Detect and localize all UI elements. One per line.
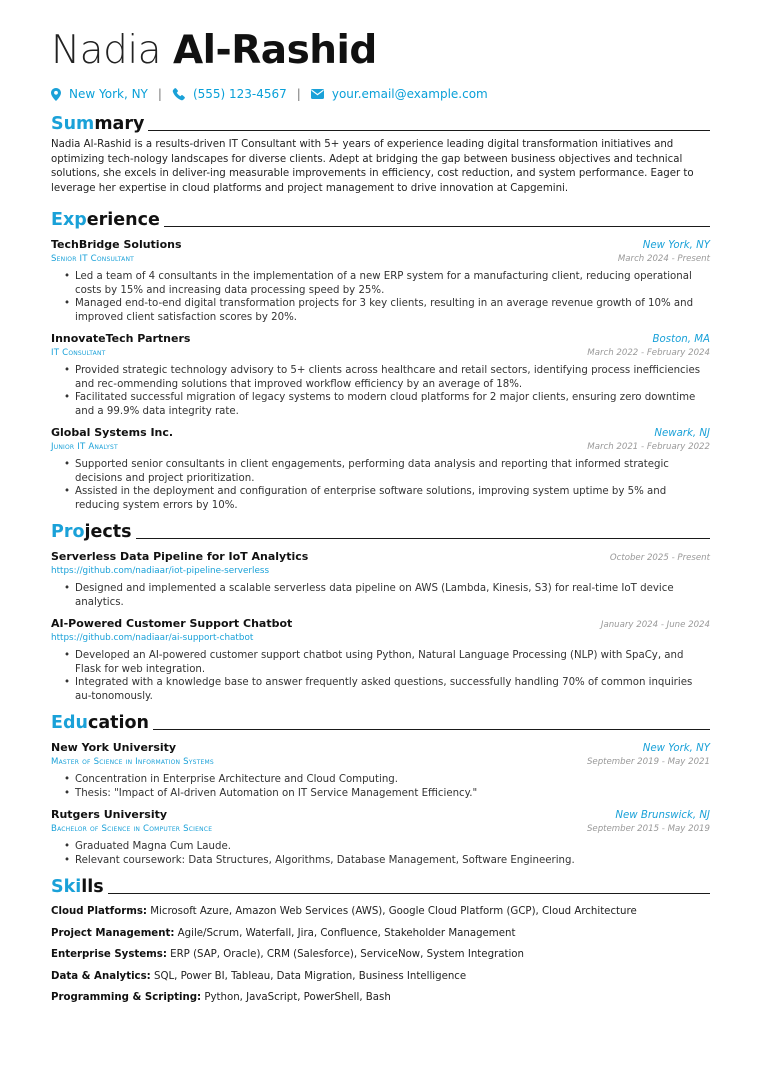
bullet-item: • Designed and implemented a scalable serverless data pipeline on AWS (Lambda, Kinesis, S3) for real-time IoT device analytics. xyxy=(64,582,710,609)
bullet-list xyxy=(51,649,710,703)
skill-values: SQL, Power BI, Tableau, Data Migration, Business Intelligence xyxy=(154,970,467,982)
school-location: New York, NY xyxy=(642,743,710,754)
first-name: Nadia xyxy=(51,28,162,73)
degree-name: Master of Science in Information Systems xyxy=(51,757,214,767)
section-rule xyxy=(164,226,710,227)
bullet-item: • Developed an AI-powered customer support chatbot using Python, Natural Language Processing (NLP) with SpaCy, and Flask for web integration. xyxy=(64,649,710,676)
job-title: IT Consultant xyxy=(51,348,106,358)
bullet-list xyxy=(51,270,710,324)
project-entry xyxy=(51,549,710,609)
bullet-list xyxy=(51,582,710,609)
bullet-list xyxy=(51,840,710,867)
bullet-item: • Facilitated successful migration of legacy systems to modern cloud platforms for 2 major clients, ensuring zero downtime and a 99.9% data integrity rate. xyxy=(64,391,710,418)
job-dates: March 2024 - Present xyxy=(617,254,710,264)
skills-heading xyxy=(51,875,710,897)
degree-name: Bachelor of Science in Computer Science xyxy=(51,824,213,834)
envelope-icon xyxy=(311,89,324,99)
section-title: Education xyxy=(51,713,149,733)
job-dates: March 2022 - February 2024 xyxy=(587,348,710,358)
experience-heading xyxy=(51,208,710,230)
skill-category: Enterprise Systems: xyxy=(51,949,167,960)
phone-text: (555) 123-4567 xyxy=(192,87,287,101)
candidate-name xyxy=(51,28,710,74)
email-link[interactable]: your.email@example.com xyxy=(331,87,488,101)
contact-phone xyxy=(172,87,287,101)
section-title: Summary xyxy=(51,114,145,134)
skill-values: Microsoft Azure, Amazon Web Services (AWS), Google Cloud Platform (GCP), Cloud Architecture xyxy=(150,906,637,917)
skill-values: Agile/Scrum, Waterfall, Jira, Confluence, Stakeholder Management xyxy=(177,927,516,939)
summary-heading xyxy=(51,112,710,134)
bullet-item: • Assisted in the deployment and configuration of enterprise software solutions, improving system uptime by 5% and reducing system errors by 10%. xyxy=(64,485,710,512)
experience-entry xyxy=(51,331,710,418)
section-rule xyxy=(108,893,710,894)
contact-separator: | xyxy=(157,87,162,101)
company-name: Global Systems Inc. xyxy=(51,426,174,439)
skill-row xyxy=(51,987,710,1009)
job-location: Boston, MA xyxy=(652,334,710,345)
bullet-list xyxy=(51,364,710,418)
last-name: Al-Rashid xyxy=(172,28,377,73)
contact-email[interactable] xyxy=(311,87,488,101)
projects-heading xyxy=(51,520,710,542)
job-title: Junior IT Analyst xyxy=(51,442,118,452)
job-location: New York, NY xyxy=(642,240,710,251)
bullet-item: • Concentration in Enterprise Architecture and Cloud Computing. xyxy=(64,773,710,787)
summary-text: Nadia Al-Rashid is a results-driven IT Consultant with 5+ years of experience leading digital transformation initiatives and optimizing tech-nology landscapes for diverse clients. Adept at bridging the gap between business objectives and technical solutions, she excels in deliver-ing measurable improvements in efficiency, cost reduction, and system performance. Eager to leverage her expertise in cloud platforms and project management to drive innovation at Capgemini. xyxy=(51,139,694,194)
section-rule xyxy=(148,130,710,131)
skill-values: ERP (SAP, Oracle), CRM (Salesforce), ServiceNow, System Integration xyxy=(170,949,524,960)
school-location: New Brunswick, NJ xyxy=(615,810,710,821)
skill-row xyxy=(51,944,710,966)
company-name: InnovateTech Partners xyxy=(51,332,191,345)
phone-icon xyxy=(172,88,185,101)
project-title: AI-Powered Customer Support Chatbot xyxy=(51,617,293,630)
experience-entry xyxy=(51,237,710,324)
company-name: TechBridge Solutions xyxy=(51,238,182,251)
skill-row xyxy=(51,923,710,945)
job-title: Senior IT Consultant xyxy=(51,254,135,264)
section-rule xyxy=(153,729,710,730)
experience-entry xyxy=(51,425,710,512)
contact-location xyxy=(51,87,148,101)
project-title: Serverless Data Pipeline for IoT Analytics xyxy=(51,550,309,563)
section-title: Skills xyxy=(51,877,104,897)
project-dates: October 2025 - Present xyxy=(609,553,710,563)
education-heading xyxy=(51,711,710,733)
bullet-item: • Integrated with a knowledge base to answer frequently asked questions, successfully handling 70% of common inquiries au-tonomously. xyxy=(64,676,710,703)
skill-category: Data & Analytics: xyxy=(51,970,151,982)
project-dates: January 2024 - June 2024 xyxy=(600,620,710,630)
bullet-item: • Led a team of 4 consultants in the implementation of a new ERP system for a manufacturing client, reducing operational costs by 15% and increasing data processing speed by 25%. xyxy=(64,270,710,297)
section-title: Experience xyxy=(51,210,160,230)
map-pin-icon xyxy=(51,88,61,101)
bullet-list xyxy=(51,773,710,800)
bullet-item: • Managed end-to-end digital transformation projects for 3 key clients, resulting in an average revenue growth of 10% and improved client satisfaction scores by 20%. xyxy=(64,297,710,324)
bullet-item: • Relevant coursework: Data Structures, Algorithms, Database Management, Software Engineering. xyxy=(64,854,710,868)
school-name: Rutgers University xyxy=(51,808,168,821)
skill-values: Python, JavaScript, PowerShell, Bash xyxy=(204,992,391,1003)
job-location: Newark, NJ xyxy=(654,428,710,439)
education-entry xyxy=(51,740,710,800)
skill-category: Programming & Scripting: xyxy=(51,992,202,1003)
project-entry xyxy=(51,616,710,703)
project-link[interactable]: https://github.com/nadiaar/ai-support-chatbot xyxy=(51,633,254,643)
education-dates: September 2019 - May 2021 xyxy=(586,757,710,767)
skill-row xyxy=(51,901,710,923)
skill-category: Project Management: xyxy=(51,927,175,939)
bullet-list xyxy=(51,458,710,512)
section-rule xyxy=(136,538,710,539)
location-text: New York, NY xyxy=(69,87,148,101)
skill-row xyxy=(51,966,710,988)
school-name: New York University xyxy=(51,741,177,754)
skill-category: Cloud Platforms: xyxy=(51,906,147,917)
contact-separator: | xyxy=(296,87,301,101)
skills-list xyxy=(51,901,710,1009)
education-entry xyxy=(51,807,710,867)
bullet-item: • Thesis: "Impact of AI-driven Automation on IT Service Management Efficiency." xyxy=(64,787,710,801)
bullet-item: • Supported senior consultants in client engagements, performing data analysis and reporting that informed strategic decisions and project prioritization. xyxy=(64,458,710,485)
project-link[interactable]: https://github.com/nadiaar/iot-pipeline-serverless xyxy=(51,566,270,576)
bullet-item: • Provided strategic technology advisory to 5+ clients across healthcare and retail sectors, identifying process inefficiencies and rec-ommending solutions that improved workflow efficiency by an average of 18%. xyxy=(64,364,710,391)
bullet-item: • Graduated Magna Cum Laude. xyxy=(64,840,710,854)
job-dates: March 2021 - February 2022 xyxy=(587,442,710,452)
education-dates: September 2015 - May 2019 xyxy=(586,824,710,834)
section-title: Projects xyxy=(51,522,132,542)
contact-line xyxy=(51,86,710,102)
